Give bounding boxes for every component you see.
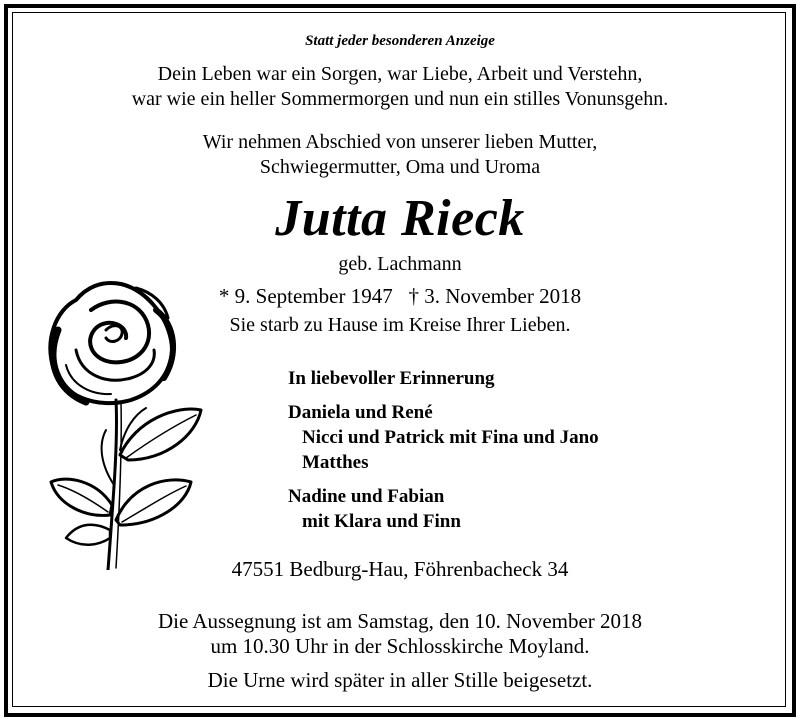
life-dates: * 9. September 1947 † 3. November 2018 bbox=[218, 284, 582, 308]
intro-line: Schwiegermutter, Oma und Uroma bbox=[259, 156, 541, 178]
service-info bbox=[0, 609, 800, 659]
service-line: um 10.30 Uhr in der Schlosskirche Moyland. bbox=[210, 634, 590, 658]
farewell-intro bbox=[0, 130, 800, 180]
intro-line: Wir nehmen Abschied von unserer lieben Mutter, bbox=[202, 131, 598, 153]
rose-drawing-icon bbox=[36, 270, 211, 570]
deceased-name: Jutta Rieck bbox=[275, 190, 525, 247]
death-circumstance: Sie starb zu Hause im Kreise Ihrer Lieben. bbox=[229, 314, 571, 336]
verse-line: Dein Leben war ein Sorgen, war Liebe, Arbeit und Verstehn, bbox=[157, 63, 643, 85]
mourner-line: mit Klara und Finn bbox=[302, 511, 461, 532]
mourner-line: Matthes bbox=[302, 452, 369, 473]
notice-heading: Statt jeder besonderen Anzeige bbox=[305, 33, 495, 49]
mourner-line: Nicci und Patrick mit Fina und Jano bbox=[302, 427, 599, 448]
verse-line: war wie ein heller Sommermorgen und nun ein stilles Vonunsgehn. bbox=[131, 88, 669, 110]
mourners-list bbox=[288, 366, 599, 534]
mourner-line: Nadine und Fabian bbox=[288, 486, 445, 507]
verse bbox=[0, 62, 800, 112]
address: 47551 Bedburg-Hau, Föhrenbacheck 34 bbox=[231, 557, 569, 581]
birth-name: geb. Lachmann bbox=[338, 253, 462, 275]
remembrance-line: In liebevoller Erinnerung bbox=[288, 368, 495, 389]
service-line: Die Aussegnung ist am Samstag, den 10. November 2018 bbox=[157, 609, 643, 633]
mourner-line: Daniela und René bbox=[288, 402, 433, 423]
urn-note: Die Urne wird später in aller Stille beigesetzt. bbox=[207, 668, 593, 692]
